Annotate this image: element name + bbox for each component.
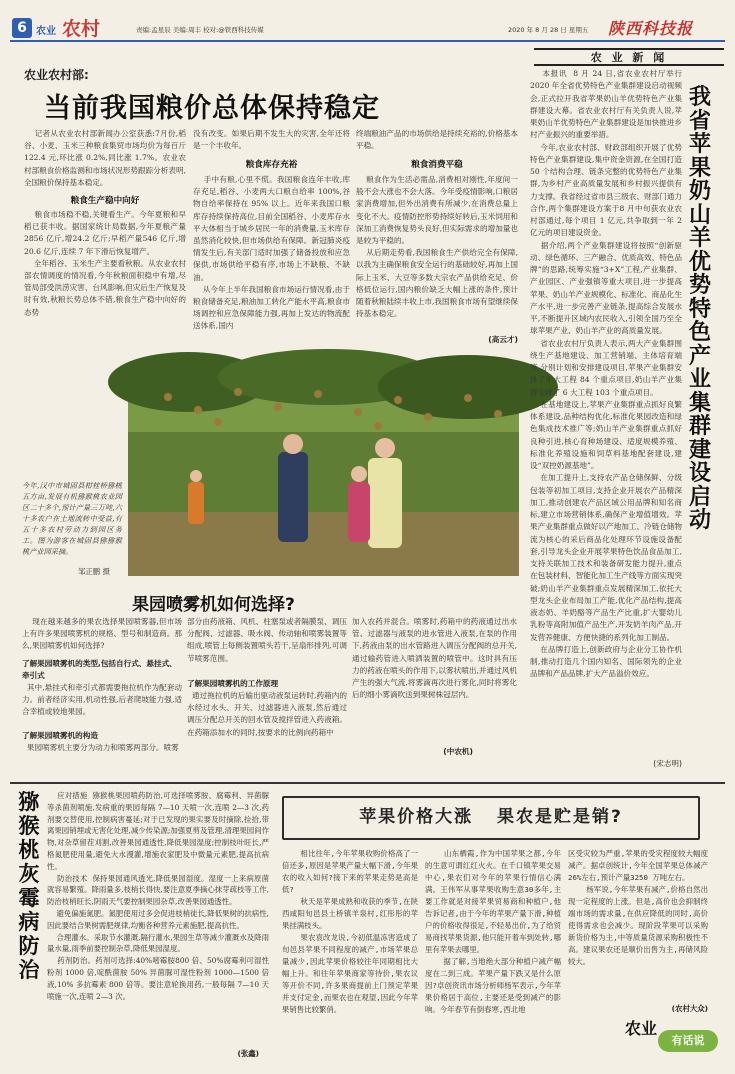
column-badge xyxy=(624,1020,724,1068)
lead-subhead: 粮食库存充裕 xyxy=(245,160,298,170)
photo-caption: 今年,汉中市城固县柑桂桥猕桃五方亩,发展有机猕猴桃农业园区二十多个,预计产量三万吨,六十多农户在土地流转中受益,有五十多农村劳动力到园区务工。图为游客在城固县猕猕猴桃产业园采摘。 xyxy=(22,481,122,556)
apple-column-2 xyxy=(425,848,561,1063)
badge-slogan: 有话说 xyxy=(658,1030,718,1052)
kiwi-disease-body: 应对措施 猕猴桃果园喷药防治,可选择喷雾胺、腐霉利、异菌脲等杀菌剂喷施,发病重的果园每隔 7—10 天喷一次,连喷 2—3 次,药剂要交替使用,控制病害蔓延;对于已发现的果实要及时摘除,捡拾,带离果园销埋或无害化处理,减少传染源;加强夏剪及管理,清理果园间作物,对杂草留茬刈割,改善果园通透性,降低果园湿度;控制枝叶旺长,严格氮肥使用量,避免大水漫灌,增施农家肥及中微量元素肥,提高抗病性。 防治技术 保持果园通风透光,降低果园湿度。湿度一上来病原菌就容易繁殖。降雨量多,枝梢长得快,要注意夏季摘心抹芽疏枝等工作,防治枝梢旺长,阴雨天气要控制果园杂草,改善果园通透性。 避免偏施氮肥。氮肥使用过多会促进枝梢徒长,降低果树的抗病性,因此要结合果树需肥规律,均衡各种营养元素施肥,提高抗性。 合理灌水。采取节水灌溉,隔行灌水,果园生草等减少灌溉水及降雨量水量,雨季前要控制杂草,降低果园湿度。 药剂防治。药剂可选择:40%嘧霉胺800 倍、50%腐霉利可湿性粉剂 1000 倍,啶酰菌胺 50% 异菌脲可湿性粉剂 1000—1500 倍液,10% 多抗霉素 800 倍等。要注意轮换用药,一般每隔 7—10 天喷施一次,连喷 2—3 次。 xyxy=(47,791,269,1001)
kiwi-disease-byline: (张鑫) xyxy=(237,1049,259,1058)
editor-credits: 责编:孟星辰 美编:周丰 校对:@铁西科技传媒 xyxy=(136,26,264,34)
lead-kicker: 农业农村部: xyxy=(24,68,89,82)
mist-paragraph: 加入农药并混合。喷雾时,药箱中的药液通过出水管、过滤器与液泵的进水管进入液泵,在泵的作用下,药液由泵的出水管路进入调压分配阀的总开关,通过输药管进入喷洒装置的喷管中。这时具有压力的药液在喷头的作用下,以雾状喷出,并通过风机产生的强大气流,将雾滴再次进行雾化,同时将雾化后的细小雾滴吹送到果树株冠层内。 xyxy=(352,617,517,700)
apple-paragraph: 山东栖霞,作为中国苹果之都,今年的生意可谓红红火火。在千口镇苹果交易中心,果农们对今年的苹果行情信心满满。王伟军从事苹果收购生意30多年,主要工作就是对接苹果贸易商和种植户,他告诉记者,由于今年的苹果产量下滑,种植户的价格收得很足,不轻易出价,为了给贸易商找苹果货源,他只能开着车到处转,哪里有苹果去哪里。 据了解,当地绝大部分种植户减产幅度在二到三成。苹果产量下跌又是什么原因?卓创资讯市场分析师杨军表示,今年苹果价格居于高位,主要还是受到减产的影响。今年春节有倒春寒,西北地 xyxy=(425,849,561,1014)
mist-paragraph: 其中,悬挂式和牵引式都需要拖拉机作为配套动力。前者经济实用,机动性强,后者爬坡能力强,适合幸植或较地果园。 xyxy=(22,683,183,717)
lead-paragraph: 粮食作为生活必需品,消费相对刚性,年度间一般不会大涨也不会大落。今年受疫情影响,口粮居家消费增加,但外出消费有所减少,在消费总量上变化不大。疫情防控形势持续好转后,玉米饲用和深加工消费恢复势头良好,但实际需求的增加量也是较为平稳的。 从后期走势看,我国粮食生产供给完全有保障,以我为主确保粮食安全运行的基础较好,再加上国际上玉米、大豆等多数大宗农产品供给充足、价格低位运行,国内粮价缺乏大幅上涨的条件,预计随着秋粮陆续丰收上市,我国粮食市场有望继续保持基本稳定。 xyxy=(356,175,519,319)
lead-paragraph: 手中有粮,心里不慌。我国粮食连年丰收,库存充足,稻谷、小麦两大口粮自给率 100%,谷物自给率保持在 95% 以上。近年来我国口粮库存持续保持高位,目前全国稻谷、小麦库存水平大体相当于城乡居民一年的消费量,玉米库存虽然消化较快,但市场供给有保障。新冠肺炎疫情发生后,有关部门适时加强了储备投放和应急保供,市场供给平稳有序,市场上不缺粮、不缺油。 从今年上半年我国粮食市场运行情况看,由于粮食储备充足,粮油加工转化产能水平高,粮食市场调控和应急保障能力强,再加上发达的物流配送体系,国内 xyxy=(193,175,351,331)
news-banner xyxy=(534,48,724,66)
apple-headline-box xyxy=(282,796,700,840)
mist-subhead: 了解果园喷雾机的工作原理 xyxy=(187,679,279,688)
lead-paragraph: 没有改变。如果后期不发生大的灾害,全年还将是一个丰收年。 xyxy=(193,129,350,151)
lead-column-3 xyxy=(356,128,518,360)
kiwi-orchard-photo xyxy=(128,362,519,576)
section-title: 农村 xyxy=(62,18,101,40)
lead-column-2 xyxy=(193,128,350,360)
kiwi-disease-article xyxy=(47,790,269,1060)
header-rule xyxy=(10,40,725,42)
mist-column-1 xyxy=(22,616,182,771)
lead-paragraph: 粮食市场稳不稳,关键看生产。今年夏粮和早稻已获丰收。据国家统计局数据,今年夏粮产量2856 亿斤,增24.2 亿斤;早稻产量546 亿斤,增20.6 亿斤,连续 7 年下滑后恢复增产。 全年稻谷、玉米生产主要看秋粮。从农业农村部农情调度的情况看,今年秋粮面积稳中有增,尽管局部受洪涝灾害、台风影响,但灾后生产恢复及时有效,秋粮长势总体不错,粮食生产稳中向好的态势 xyxy=(24,210,187,317)
mist-subhead: 了解果园喷雾机的构造 xyxy=(22,731,98,740)
mist-subhead: 了解果园喷雾机的类型,包括自行式、悬挂式、牵引式 xyxy=(22,659,177,680)
mist-paragraph: 通过拖拉机的后输出驱动液泵运转时,药箱内的水经过水头、开关、过滤器进入液泵,然后通过调压分配总开关的回水管及搅拌管进入药液箱。在药箱添加水的同时,按要求的比例向药箱中 xyxy=(187,691,348,737)
apple-paragraph: 区受灾较为严重,苹果的受灾程度较大幅度减产。据卓创统计,今年全国苹果总体减产26%左右,预计产量3250 万吨左右。 杨军说,今年苹果有减产,价格自然出现一定程度的上涨。但是,高价也会抑制终端市场的需求量,在供应降低的同时,高价使得需求也会减少。现阶段苹果可以采购新货价格为主,中等质量货源采购积极性不高。建议果农还是顺价出售为主,再储风险较大。 xyxy=(568,849,708,966)
lead-headline: 当前我国粮价总体保持稳定 xyxy=(44,93,380,124)
lead-subhead: 粮食生产稳中向好 xyxy=(70,196,140,206)
photo-credit: 邹正鹏 摄 xyxy=(78,567,110,576)
page-number: 6 xyxy=(12,18,32,38)
apple-headline: 苹果价格大涨 果农是贮是销? xyxy=(359,807,623,827)
section-divider xyxy=(10,782,725,784)
mist-paragraph: 果园喷雾机主要分为动力和喷雾两部分。喷雾 xyxy=(22,743,179,752)
sidebar-headline: 我省苹果奶山羊优势特色产业集群建设启动 xyxy=(688,85,711,533)
apple-column-3 xyxy=(568,848,708,1018)
section-small: 农业 xyxy=(36,26,56,37)
lead-byline: (高云才) xyxy=(488,335,518,344)
lead-paragraph: 记者从农业农村部新闻办公室获悉:7月份,稻谷、小麦、玉米三种粮食集贸市场均价为每百斤 122.4 元,环比涨 0.2%,同比涨 1.7%。农业农村部粮食价格监测和市场状况形势跟踪分析表明,全国粮价保持基本稳定。 xyxy=(24,129,189,187)
badge-brand: 农业 xyxy=(624,1019,657,1038)
sidebar-body: 本报讯 8 月 24 日,省农业农村厅举行 2020 年全省优势特色产业集群建设启动视频会,正式拉开我省苹果奶山羊优势特色产业集群建设大幕。省农业农村厅有关负责人说,苹果奶山羊优势特色产业集群建设是加快推进乡村产业振兴的重要举措。 今年,农业农村部、财政部组织开展了优势特色产业集群建设,集中资金资源,在全国打造50 个结构合理、链条完整的优势特色产业集群,为乡村产业高质量发展和乡村振兴提供有力支撑。我省经过省市县三级农、财部门通力合作,两个集群建设方案于8 月中旬获农业农村部通过,每个项目 1 亿元,共争取到一年 2 亿元的项目建设资金。 据介绍,两个产业集群建设将按照“创新驱动、绿色循环、三产融合、优质高效、特色品牌”的思路,统筹实施“3+X”工程,产业集群、产业园区、产业强镇等重大项目,进一步提高苹果、奶山羊产业规模化、标准化、商品化生产水平,进一步完善产业链条,提高综合发展水平,不断提升区域内农民收入,引领全国乃至全球苹果产业、奶山羊产业的高质量发展。 省农业农村厅负责人表示,两大产业集群围绕生产基地建设、加工营销端、主体培育端等,分别计划和安排建设项目,苹果产业集群安排了9 大工程 84 个重点项目,奶山羊产业集群安排了 6 大工程 103 个重点项目。 在基地建设上,苹果产业集群重点抓好良繁体系建设,品种结构优化,标准化果园改造和绿色集成技术推广等;奶山羊产业集群重点抓好良种引进,核心育种场建设、适度规模养殖、标准化养殖设施和饲草料基地配套建设,建设“双控奶源基地”。 在加工提升上,支持农产品仓储保鲜、分级包装等初加工项目,支持企业开展农产品精深加工,推动创建农产品区域公用品牌和知名商标,建立市场营销体系,确保产业增值增效。苹果产业集群重点做好以产地加工、冷链仓储物流为核心的采后商品化处理环节设施设备配套,引导龙头企业开展苹果特色饮品食品加工,支持关联加工技术和装备研发能力提升,重点在包装材料、智能化加工生产线等方面实现突破;奶山羊产业集群重点发展精深加工,依托大型龙头企业布局加工产能,优化产品结构,提高液态奶、羊奶酪等产品生产比重,扩大婴幼儿乳粉等高附加值产品生产,开发奶羊肉产品,开发营养健康、方便快捷的系列化加工制品。 在品牌打造上,创新政府与企业分工协作机制,推动打造几个国内知名、国际领先的企业品牌和产品品牌,扩大产品溢价效应。 xyxy=(530,69,683,679)
mist-headline: 果园喷雾机如何选择? xyxy=(132,595,295,615)
lead-column-1 xyxy=(24,128,189,360)
apple-column-1 xyxy=(282,848,418,1063)
sidebar-byline: (宋志明) xyxy=(653,759,682,768)
mist-paragraph: 部分由药液箱、风机、柱塞泵或者隔膜泵、调压分配阀、过滤器、吸水阀、传动轴和喷雾装置等组成,喷管上每侧装置喷头若干,呈扇形排列,可调节喷雾范围。 xyxy=(187,617,347,663)
apple-paragraph: 相比往年,今年苹果收购价格高了一倍还多,原因是苹果产量大幅下滑,今年果农的收入如何?接下来的苹果走势是高是低? 秋天是苹果成熟和收获的季节,在陕西咸阳旬邑县土桥镇羊泉村,红彤彤的苹果挂满枝头。 果农袁改龙说,今初低温冻害造成了旬邑县苹果不同程度的减产,市场苹果总量减少,因此苹果价格较往年同期相比大幅上升。和往年苹果商家等待价,果农议等开价不同,许多果商提前上门预定苹果并支付定金,而果农也在观望,因此今年苹果销售比较繁俏。 xyxy=(282,849,418,1014)
apple-byline: (农村大众) xyxy=(671,1004,708,1013)
sidebar-article xyxy=(530,68,682,770)
mist-column-3 xyxy=(352,616,517,771)
mist-column-2 xyxy=(187,616,347,771)
issue-date: 2020 年 8 月 28 日 星期五 xyxy=(508,26,589,34)
orchard-image xyxy=(128,362,519,576)
mist-paragraph: 现在越来越多的果农选择果园喷雾器,但市场上有许多果园喷雾机的规格、型号和制造商。那么,果园喷雾机如何选择? xyxy=(22,617,182,651)
lead-paragraph: 终端粮油产品的市场供给是持续充裕的,价格基本平稳。 xyxy=(356,129,518,151)
lead-subhead: 粮食消费平稳 xyxy=(411,160,463,170)
masthead-logo: 陕西科技报 xyxy=(608,19,694,38)
news-banner-label: 农 业 新 闻 xyxy=(590,51,668,64)
kiwi-disease-headline: 猕猴桃灰霉病防治 xyxy=(18,790,40,982)
mist-byline: (中农机) xyxy=(443,747,473,756)
page-header xyxy=(0,0,735,44)
